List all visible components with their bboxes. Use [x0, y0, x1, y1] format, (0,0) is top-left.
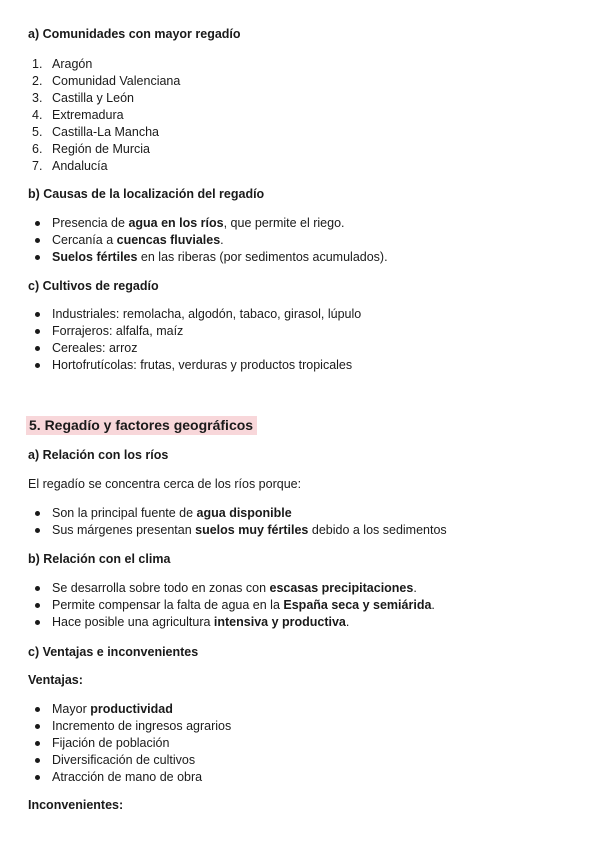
list-item: Son la principal fuente de agua disponible [32, 505, 447, 522]
list-item: Suelos fértiles en las riberas (por sedimentos acumulados). [32, 249, 388, 266]
heading-climate: b) Relación con el clima [28, 552, 171, 566]
rivers-intro: El regadío se concentra cerca de los ríos porque: [28, 477, 302, 491]
list-item: 6. Región de Murcia [32, 142, 150, 156]
list-item: Presencia de agua en los ríos, que permite el riego. [32, 215, 388, 232]
list-item: 5. Castilla-La Mancha [32, 125, 159, 139]
disadvantages-label: Inconvenientes: [28, 798, 124, 812]
heading-communities: a) Comunidades con mayor regadío [28, 27, 241, 41]
list-item: Fijación de población [32, 735, 231, 752]
list-item: 2. Comunidad Valenciana [32, 74, 181, 88]
list-item: Permite compensar la falta de agua en la España seca y semiárida. [32, 597, 435, 614]
heading-rivers: a) Relación con los ríos [28, 448, 169, 462]
list-item: Se desarrolla sobre todo en zonas con escasas precipitaciones. [32, 580, 435, 597]
climate-list [32, 580, 435, 631]
list-item: Hortofrutícolas: frutas, verduras y productos tropicales [32, 357, 361, 374]
crops-list [32, 306, 361, 374]
list-item: Forrajeros: alfalfa, maíz [32, 323, 361, 340]
section-title: 5. Regadío y factores geográficos [26, 416, 257, 435]
heading-pros-cons: c) Ventajas e inconvenientes [28, 645, 199, 659]
heading-causes: b) Causas de la localización del regadío [28, 187, 265, 201]
advantages-label: Ventajas: [28, 673, 83, 687]
list-item: Mayor productividad [32, 701, 231, 718]
list-item: 3. Castilla y León [32, 91, 134, 105]
rivers-list [32, 505, 447, 539]
list-item: Industriales: remolacha, algodón, tabaco, girasol, lúpulo [32, 306, 361, 323]
heading-crops: c) Cultivos de regadío [28, 279, 159, 293]
communities-list [32, 56, 180, 175]
list-item: 7. Andalucía [32, 159, 108, 173]
list-item: Atracción de mano de obra [32, 769, 231, 786]
list-item: Sus márgenes presentan suelos muy fértiles debido a los sedimentos [32, 522, 447, 539]
list-item: Incremento de ingresos agrarios [32, 718, 231, 735]
causes-list [32, 215, 388, 266]
advantages-list [32, 701, 231, 786]
list-item: 4. Extremadura [32, 108, 124, 122]
list-item: Cereales: arroz [32, 340, 361, 357]
list-item: Cercanía a cuencas fluviales. [32, 232, 388, 249]
list-item: Diversificación de cultivos [32, 752, 231, 769]
list-item: 1. Aragón [32, 57, 93, 71]
list-item: Hace posible una agricultura intensiva y productiva. [32, 614, 435, 631]
